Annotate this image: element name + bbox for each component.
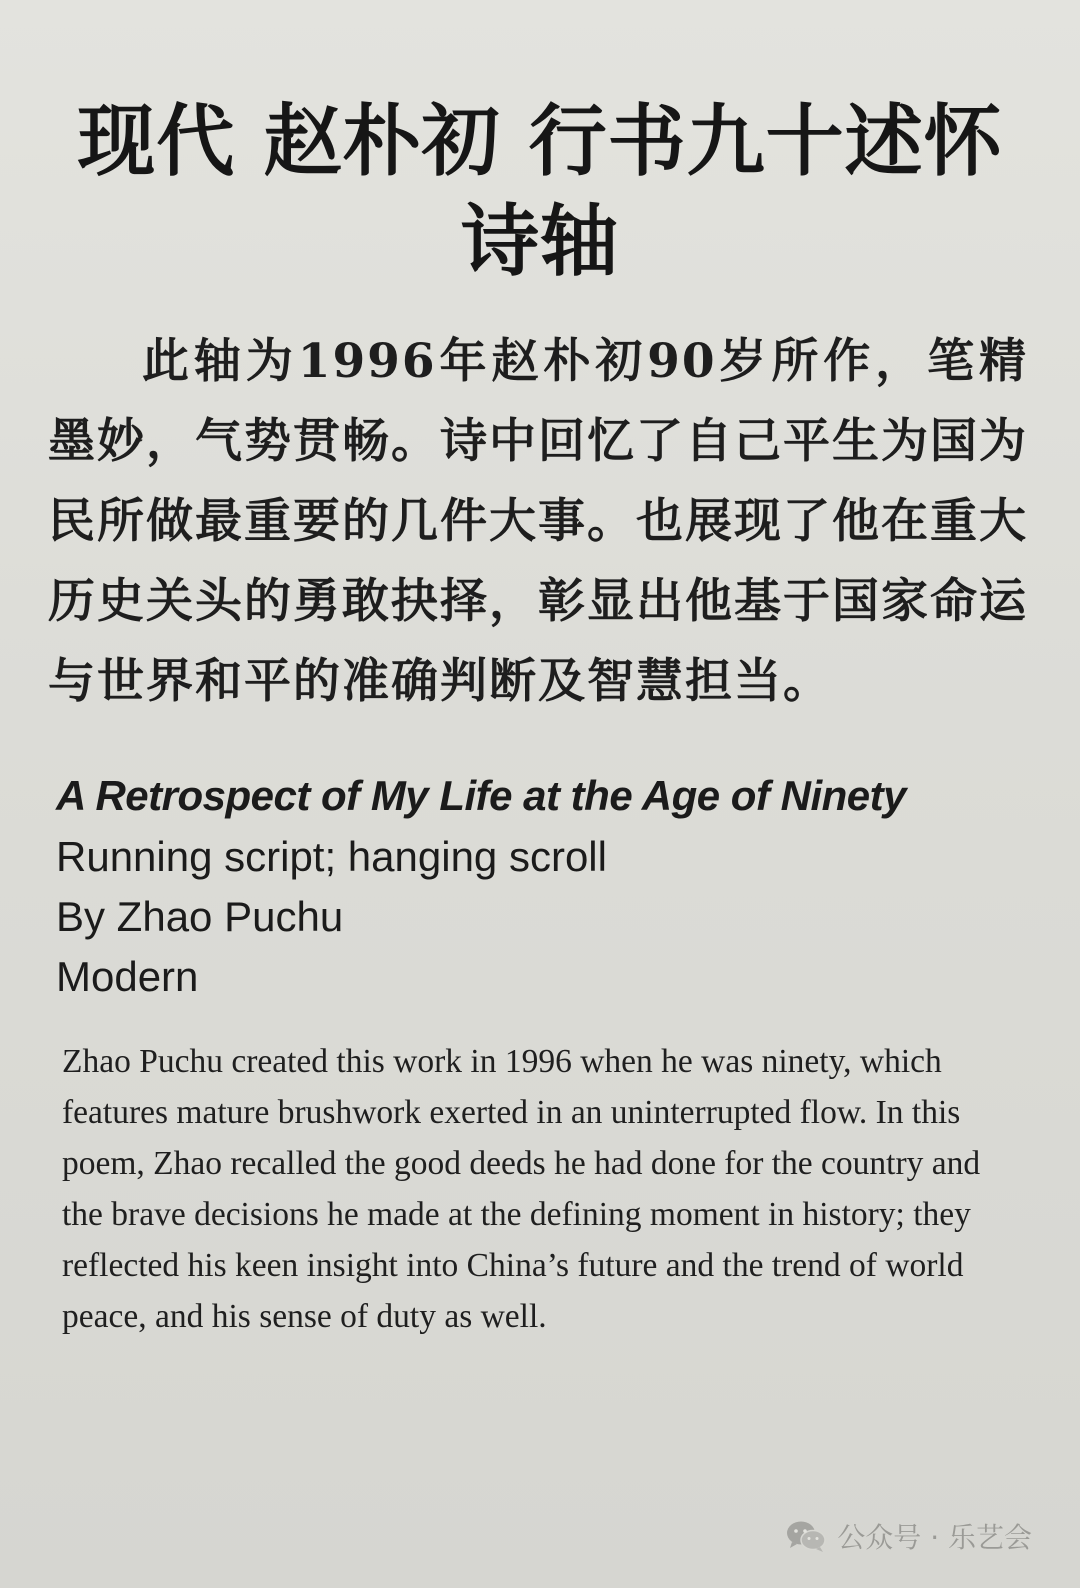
period-line: Modern: [56, 953, 199, 1000]
chinese-title-line-2: 诗轴: [460, 197, 619, 287]
wechat-icon: [785, 1519, 827, 1553]
chinese-description: 此轴为1996年赵朴初90岁所作，笔精墨妙，气势贯畅。诗中回忆了自己平生为国为民所做最重要的几件大事。也展现了他在重大历史关头的勇敢抉择，彰显出他基于国家命运与世界和平的准确判断及智慧担当。: [48, 334, 1028, 709]
artist-line: By Zhao Puchu: [56, 893, 344, 940]
medium-line: Running script; hanging scroll: [56, 833, 607, 880]
watermark: [785, 1516, 1032, 1556]
chinese-title-line-1: 现代 赵朴初 行书九十述怀: [77, 97, 1003, 187]
english-title: A Retrospect of My Life at the Age of Ninety: [56, 772, 906, 819]
chinese-title: [40, 92, 1040, 292]
english-caption: [56, 765, 1046, 1007]
watermark-text: 公众号 · 乐艺会: [837, 1521, 1032, 1554]
english-description: Zhao Puchu created this work in 1996 when he was ninety, which features mature brushwork exerted in an uninterrupted flow. In this poem, Zhao recalled the good deeds he had done for the country and the brave decisions he made at the defining moment in history; they reflected his keen insight into China’s future and the trend of world peace, and his sense of duty as well.: [62, 1043, 981, 1335]
